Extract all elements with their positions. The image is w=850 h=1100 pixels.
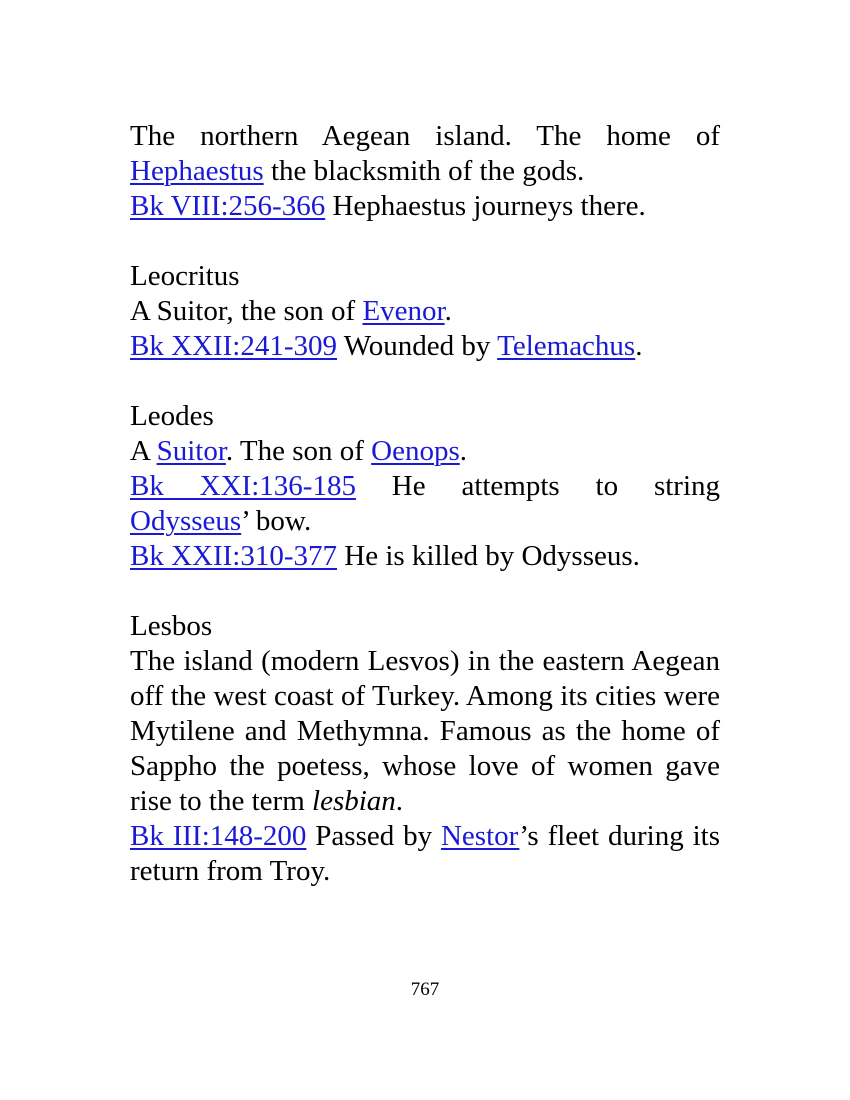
description-text: The island (modern Lesvos) in the eastern Aegean off the west coast of Turkey. Among its cities were Mytilene and Methymna. Famous as the home of Sappho the poetess, whose love of women gave rise to the term	[130, 645, 720, 817]
entry-leodes	[130, 399, 720, 574]
reference-text: He is killed by Odysseus.	[337, 540, 640, 572]
link-evenor[interactable]: Evenor	[362, 295, 445, 327]
reference-line	[130, 504, 720, 539]
description-text: The northern Aegean island. The home of	[130, 120, 720, 152]
reference-line	[130, 329, 720, 364]
description-text: A Suitor, the son of	[130, 295, 363, 327]
link-telemachus[interactable]: Telemachus	[497, 330, 636, 362]
entry-description	[130, 644, 720, 819]
reference-text: He attempts to string	[355, 470, 721, 502]
link-odysseus[interactable]: Odysseus	[130, 505, 242, 537]
entry-description-line	[130, 154, 720, 189]
reference-line	[130, 819, 720, 889]
link-book-reference[interactable]: Bk XXII:241-309	[130, 330, 338, 362]
link-book-reference[interactable]: Bk VIII:256-366	[130, 190, 326, 222]
link-oenops[interactable]: Oenops	[371, 435, 460, 467]
description-text: .	[459, 435, 468, 467]
entry-headword: Lesbos	[130, 610, 213, 642]
description-text: the blacksmith of the gods.	[263, 155, 585, 187]
entry-lemnos	[130, 119, 720, 224]
entry-description-line	[130, 434, 720, 469]
reference-text: Hephaestus journeys there.	[325, 190, 646, 222]
entry-headword: Leocritus	[130, 260, 240, 292]
entry-description-line	[130, 119, 720, 154]
link-book-reference[interactable]: Bk XXII:310-377	[130, 540, 338, 572]
italic-term: lesbian	[312, 785, 396, 817]
reference-text: ’ bow.	[241, 505, 312, 537]
document-body	[130, 119, 720, 889]
reference-text: .	[635, 330, 643, 362]
link-hephaestus[interactable]: Hephaestus	[130, 155, 264, 187]
entry-leocritus	[130, 259, 720, 364]
reference-line	[130, 469, 720, 504]
entry-description-line	[130, 294, 720, 329]
reference-line	[130, 539, 720, 574]
reference-text: ’s fleet during its return from Troy.	[130, 820, 720, 887]
entry-headword: Leodes	[130, 400, 214, 432]
entry-lesbos	[130, 609, 720, 889]
reference-text: Wounded by	[337, 330, 498, 362]
description-text: . The son of	[225, 435, 372, 467]
link-nestor[interactable]: Nestor	[440, 820, 520, 852]
reference-text: Passed by	[306, 820, 441, 852]
description-text: .	[395, 785, 404, 817]
reference-line	[130, 189, 720, 224]
link-suitor[interactable]: Suitor	[156, 435, 226, 467]
page-number: 767	[410, 979, 440, 1000]
description-text: .	[444, 295, 452, 327]
description-text: A	[130, 435, 157, 467]
link-book-reference[interactable]: Bk XXI:136-185	[130, 470, 356, 502]
link-book-reference[interactable]: Bk III:148-200	[130, 820, 307, 852]
